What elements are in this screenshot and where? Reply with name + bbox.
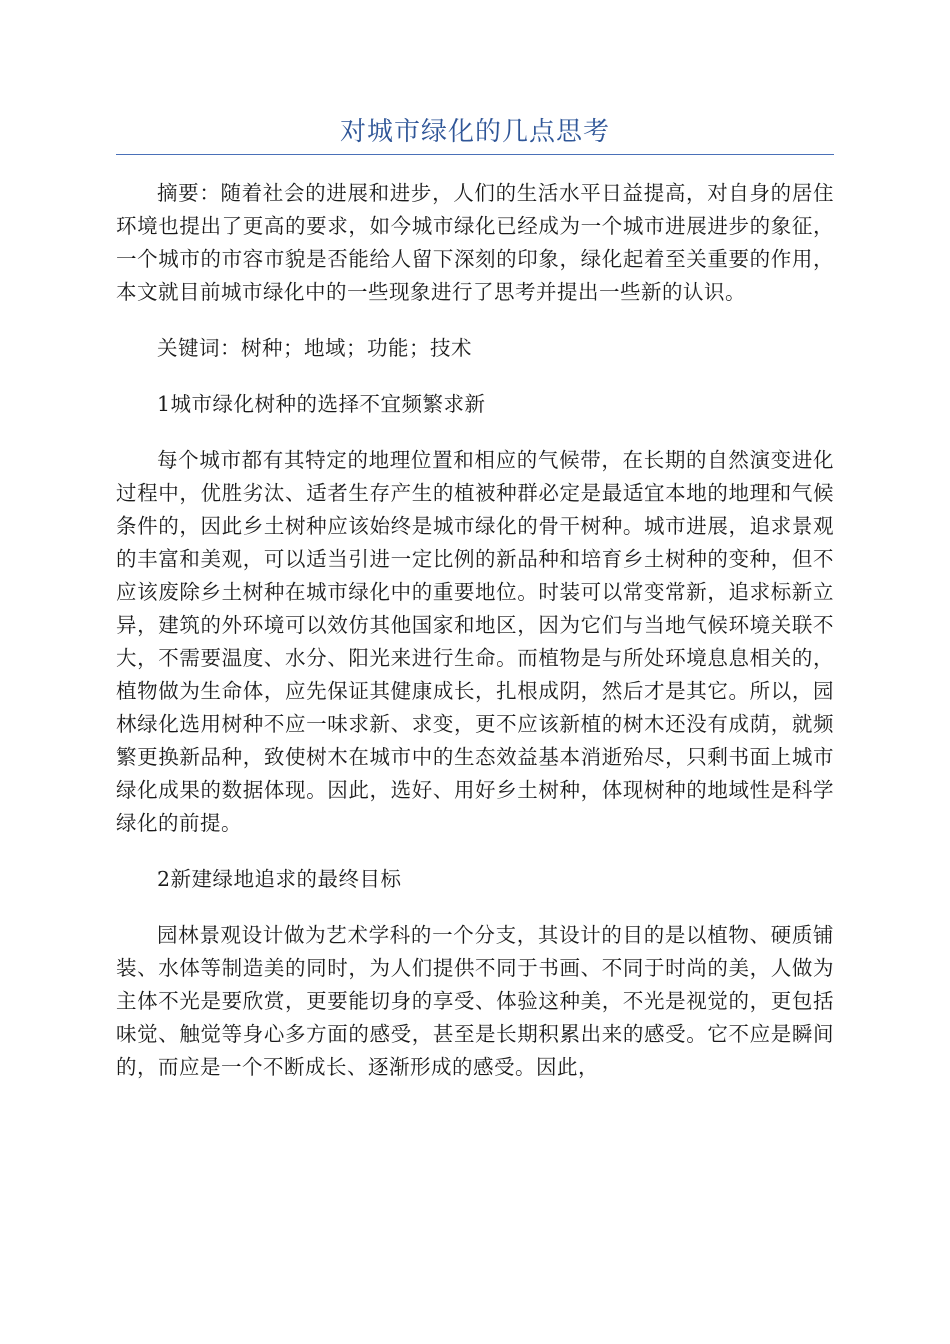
keywords-paragraph: 关键词：树种；地域；功能；技术: [157, 336, 472, 360]
section-1-paragraph: 每个城市都有其特定的地理位置和相应的气候带，在长期的自然演变进化过程中，优胜劣汰、适者生存产生的植被种群必定是最适宜本地的地理和气候条件的，因此乡土树种应该始终是城市绿化的骨干树种。城市进展，追求景观的丰富和美观，可以适当引进一定比例的新品种和培育乡土树种的变种，但不应该废除乡土树种在城市绿化中的重要地位。时装可以常变常新，追求标新立异，建筑的外环境可以效仿其他国家和地区，因为它们与当地气候环境关联不大，不需要温度、水分、阳光来进行生命。而植物是与所处环境息息相关的，植物做为生命体，应先保证其健康成长，扎根成阴，然后才是其它。所以，园林绿化选用树种不应一味求新、求变，更不应该新植的树木还没有成荫，就频繁更换新品种，致使树木在城市中的生态效益基本消逝殆尽，只剩书面上城市绿化成果的数据体现。因此，选好、用好乡土树种，体现树种的地域性是科学绿化的前提。: [116, 448, 834, 835]
section-heading-2: 2新建绿地追求的最终目标: [157, 867, 402, 891]
section-heading-1: 1城市绿化树种的选择不宜频繁求新: [157, 392, 486, 416]
document-title: 对城市绿化的几点思考: [339, 117, 610, 147]
document-body: [116, 177, 834, 1084]
title-underline: [116, 154, 834, 155]
section-2-paragraph: 园林景观设计做为艺术学科的一个分支，其设计的目的是以植物、硬质铺装、水体等制造美的同时，为人们提供不同于书画、不同于时尚的美，人做为主体不光是要欣赏，更要能切身的享受、体验这种美，不光是视觉的，更包括味觉、触觉等身心多方面的感受，甚至是长期积累出来的感受。它不应是瞬间的，而应是一个不断成长、逐渐形成的感受。因此，: [116, 923, 834, 1079]
abstract-paragraph: 摘要：随着社会的进展和进步，人们的生活水平日益提高，对自身的居住环境也提出了更高的要求，如今城市绿化已经成为一个城市进展进步的象征，一个城市的市容市貌是否能给人留下深刻的印象，绿化起着至关重要的作用，本文就目前城市绿化中的一些现象进行了思考并提出一些新的认识。: [116, 181, 834, 304]
